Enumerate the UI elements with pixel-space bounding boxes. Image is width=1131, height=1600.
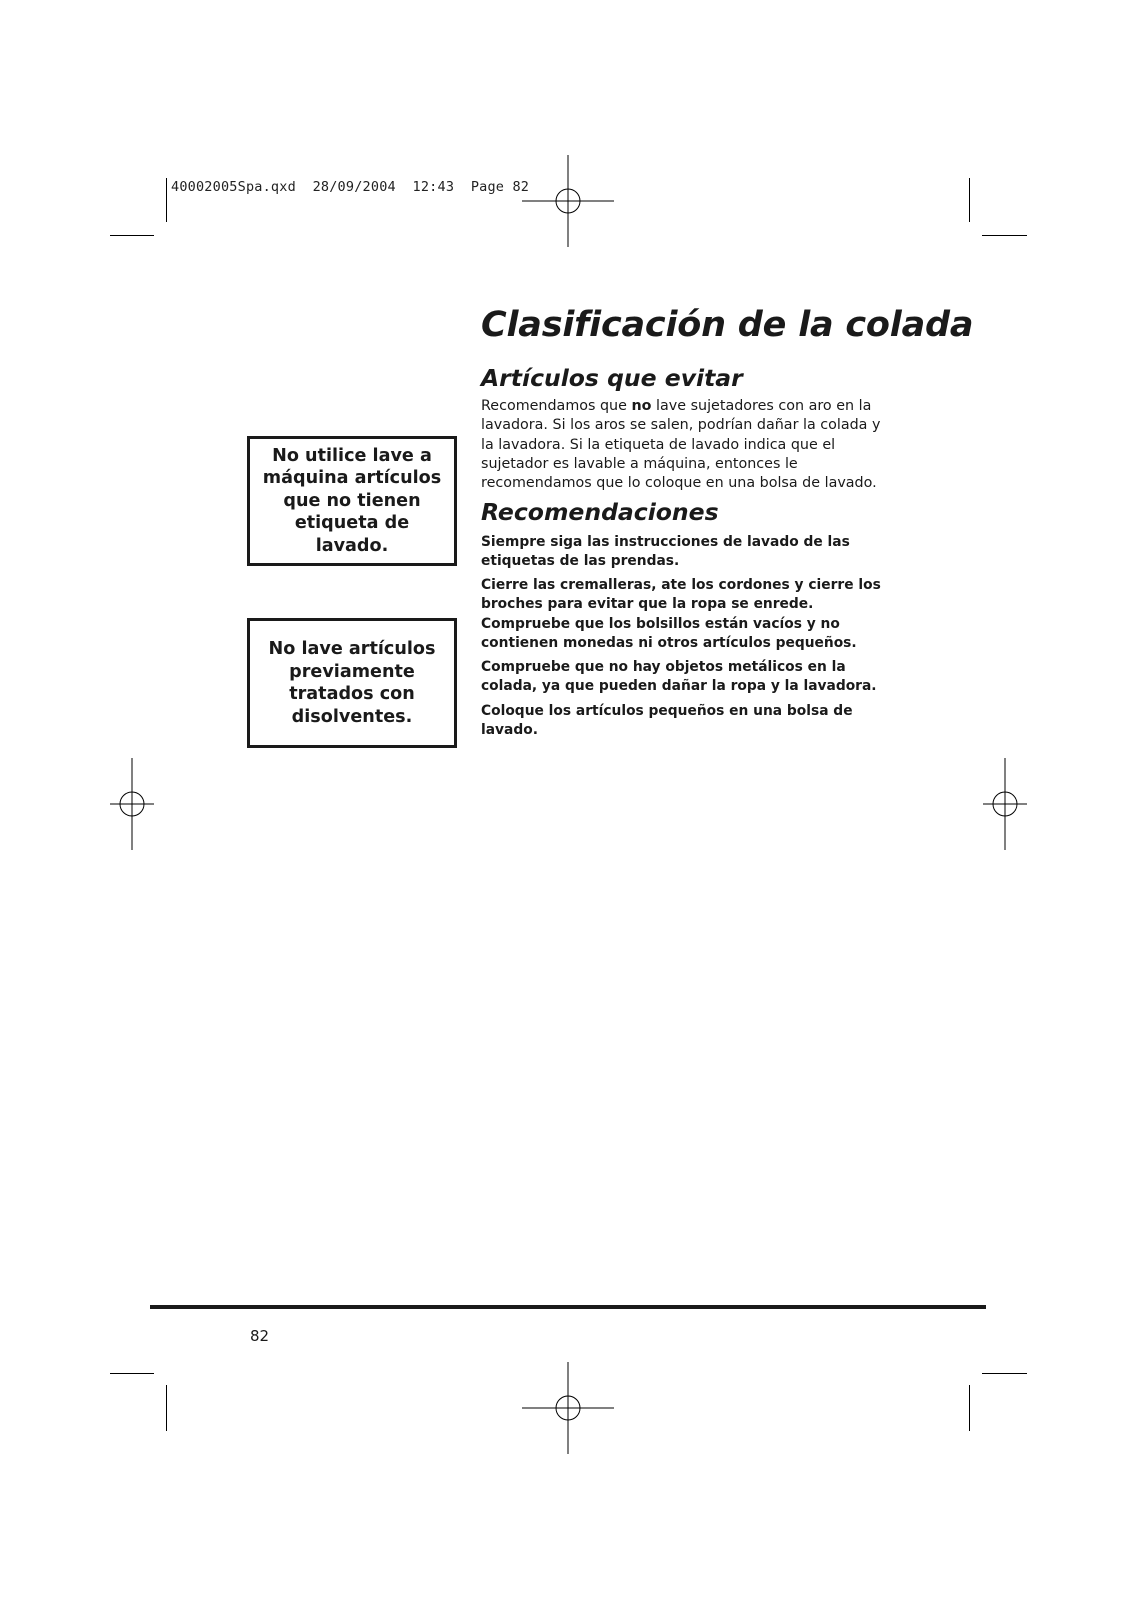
warning-box-solvents — [247, 618, 457, 748]
registration-mark-right — [959, 758, 1051, 850]
registration-mark-left — [86, 758, 178, 850]
page-number: 82 — [250, 1327, 270, 1345]
page-title: Clasificación de la colada — [481, 305, 974, 345]
slug-file: 40002005Spa.qxd — [171, 179, 296, 195]
section-body-articulos — [481, 397, 886, 493]
registration-mark-top — [522, 155, 614, 247]
crop-mark — [969, 1385, 970, 1431]
warning-box-no-label — [247, 436, 457, 566]
crop-mark — [110, 235, 154, 236]
section-heading-articulos: Artículos que evitar — [481, 364, 743, 392]
recommendation-paragraph: Compruebe que no hay objetos metálicos en la colada, ya que pueden dañar la ropa y la lavadora. — [481, 659, 877, 695]
section-heading-recomendaciones: Recomendaciones — [481, 498, 719, 526]
footer-rule — [150, 1305, 986, 1309]
emphasis-text: no — [631, 398, 652, 414]
recommendation-paragraph: Siempre siga las instrucciones de lavado de las etiquetas de las prendas. — [481, 534, 850, 570]
warning-text: No utilice lave a máquina artículos que no tienen etiqueta de lavado. — [262, 445, 442, 556]
crop-mark — [969, 178, 970, 222]
recommendation-paragraph: Coloque los artículos pequeños en una bolsa de lavado. — [481, 703, 853, 739]
crop-mark — [982, 235, 1027, 236]
crop-mark — [982, 1373, 1027, 1374]
slug-page: Page 82 — [470, 179, 530, 195]
slug-time: 12:43 — [412, 179, 455, 195]
body-text: lave sujetadores con aro en la lavadora. Si los aros se salen, podrían dañar la colada y la lavadora. Si la etiqueta de lavado indica que el sujetador es lavable a máquina, entonces le recomendamos que lo coloque en una bolsa de lavado. — [481, 398, 881, 492]
slug-date: 28/09/2004 — [312, 179, 396, 195]
slug-line — [171, 179, 529, 195]
body-text: Recomendamos que — [481, 398, 632, 414]
recommendation-paragraph: Cierre las cremalleras, ate los cordones y cierre los broches para evitar que la ropa se enrede. Compruebe que los bolsillos están vacíos y no contienen monedas ni otros artículos pequeños. — [481, 577, 881, 651]
crop-mark — [166, 1385, 167, 1431]
crop-mark — [166, 178, 167, 222]
warning-text: No lave artículos previamente tratados con disolventes. — [268, 639, 436, 727]
crop-mark — [110, 1373, 154, 1374]
registration-mark-bottom — [522, 1362, 614, 1454]
